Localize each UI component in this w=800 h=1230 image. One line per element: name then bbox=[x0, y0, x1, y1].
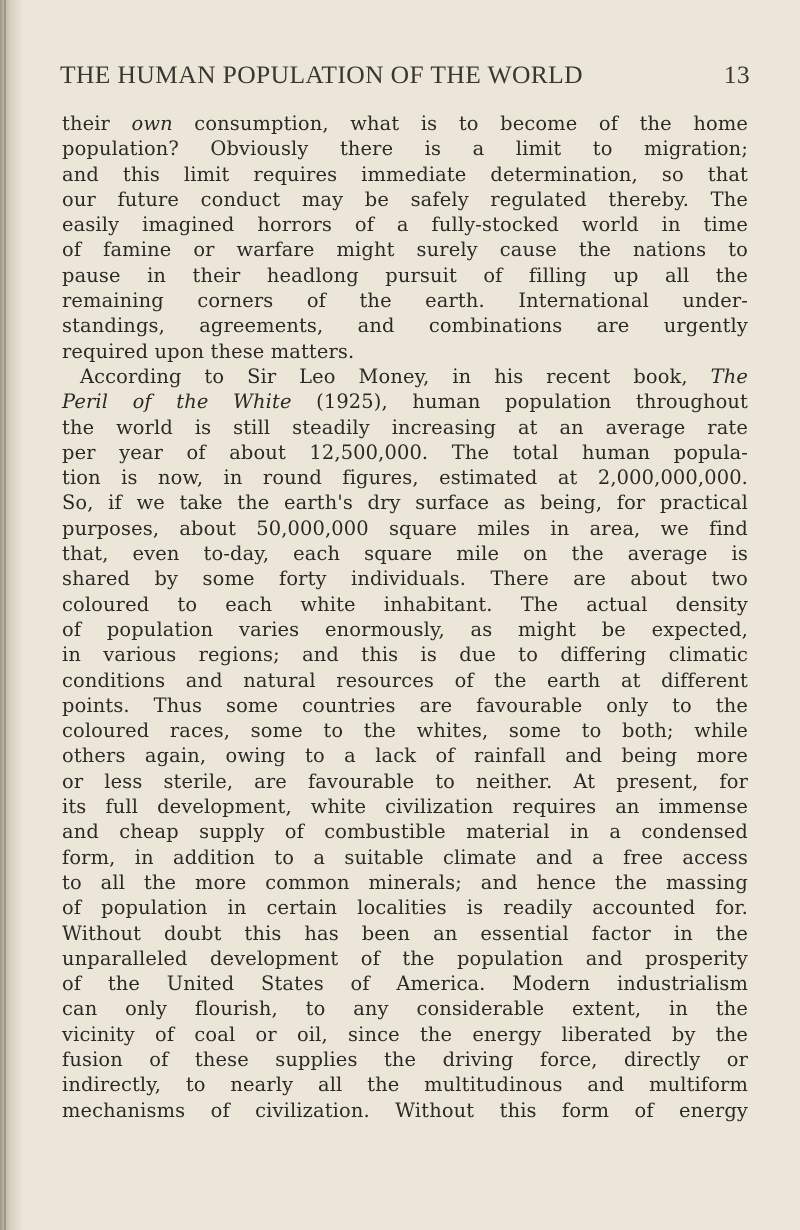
text-line: coloured to each white inhabitant. The actual density bbox=[62, 592, 748, 616]
text-line: and this limit requires immediate determination, so that bbox=[62, 162, 748, 186]
italic-text: Peril of the White bbox=[62, 390, 292, 414]
text-segment: their bbox=[62, 112, 132, 135]
page-gutter-shadow bbox=[0, 0, 24, 1230]
text-line: Without doubt this has been an essential factor in the bbox=[62, 921, 748, 945]
text-line: of population in certain localities is readily accounted for. bbox=[62, 896, 748, 920]
text-line: indirectly, to nearly all the multitudinous and multiform bbox=[62, 1073, 748, 1097]
text-line: standings, agreements, and combinations are urgently bbox=[62, 314, 748, 338]
text-line: or less sterile, are favourable to neither. At present, for bbox=[62, 769, 748, 793]
text-line: to all the more common minerals; and hence the massing bbox=[62, 870, 748, 894]
running-head-title: THE HUMAN POPULATION OF THE WORLD bbox=[60, 60, 583, 89]
text-line: others again, owing to a lack of rainfall and being more bbox=[62, 744, 748, 768]
text-line bbox=[62, 389, 748, 414]
text-line: the world is still steadily increasing at an average rate bbox=[62, 415, 748, 439]
text-line: its full development, white civilization requires an immense bbox=[62, 795, 748, 819]
text-line: in various regions; and this is due to differing climatic bbox=[62, 643, 748, 667]
running-header bbox=[60, 60, 750, 90]
page-number: 13 bbox=[723, 60, 750, 89]
body-text bbox=[62, 111, 748, 1123]
text-line: our future conduct may be safely regulated thereby. The bbox=[62, 187, 748, 211]
text-line: points. Thus some countries are favourable only to the bbox=[62, 693, 748, 717]
text-segment: consumption, what is to become of the home bbox=[172, 112, 748, 135]
binding-edge bbox=[4, 0, 6, 1230]
text-line: So, if we take the earth's dry surface as being, for practical bbox=[62, 491, 748, 515]
text-line: per year of about 12,500,000. The total human popula- bbox=[62, 440, 748, 464]
text-line: form, in addition to a suitable climate and a free access bbox=[62, 845, 748, 869]
text-line: fusion of these supplies the driving force, directly or bbox=[62, 1047, 748, 1071]
text-line: that, even to-day, each square mile on the average is bbox=[62, 542, 748, 566]
text-line: conditions and natural resources of the earth at different bbox=[62, 668, 748, 692]
text-line: coloured races, some to the whites, some to both; while bbox=[62, 719, 748, 743]
text-line bbox=[62, 364, 748, 389]
text-line: remaining corners of the earth. International under- bbox=[62, 289, 748, 313]
text-line: vicinity of coal or oil, since the energy liberated by the bbox=[62, 1022, 748, 1046]
italic-text: own bbox=[131, 112, 173, 135]
text-line: of population varies enormously, as might be expected, bbox=[62, 617, 748, 641]
text-line: tion is now, in round figures, estimated at 2,000,000,000. bbox=[62, 466, 748, 490]
text-line: shared by some forty individuals. There are about two bbox=[62, 567, 748, 591]
text-line: and cheap supply of combustible material in a condensed bbox=[62, 820, 748, 844]
text-line: of famine or warfare might surely cause the nations to bbox=[62, 238, 748, 262]
text-line: population? Obviously there is a limit to migration; bbox=[62, 137, 748, 161]
text-line: purposes, about 50,000,000 square miles in area, we find bbox=[62, 516, 748, 540]
text-line: required upon these matters. bbox=[62, 339, 355, 363]
text-line: unparalleled development of the population and prosperity bbox=[62, 946, 748, 970]
text-line: of the United States of America. Modern industrialism bbox=[62, 972, 748, 996]
text-segment: (1925), human population throughout bbox=[291, 390, 748, 414]
text-line: easily imagined horrors of a fully-stocked world in time bbox=[62, 213, 748, 237]
italic-text: The bbox=[710, 364, 748, 388]
text-line bbox=[62, 111, 748, 136]
text-segment: According to Sir Leo Money, in his recent book, bbox=[80, 364, 711, 388]
text-line: can only flourish, to any considerable extent, in the bbox=[62, 997, 748, 1021]
text-line: mechanisms of civilization. Without this form of energy bbox=[62, 1098, 748, 1122]
text-line: pause in their headlong pursuit of filling up all the bbox=[62, 263, 748, 287]
